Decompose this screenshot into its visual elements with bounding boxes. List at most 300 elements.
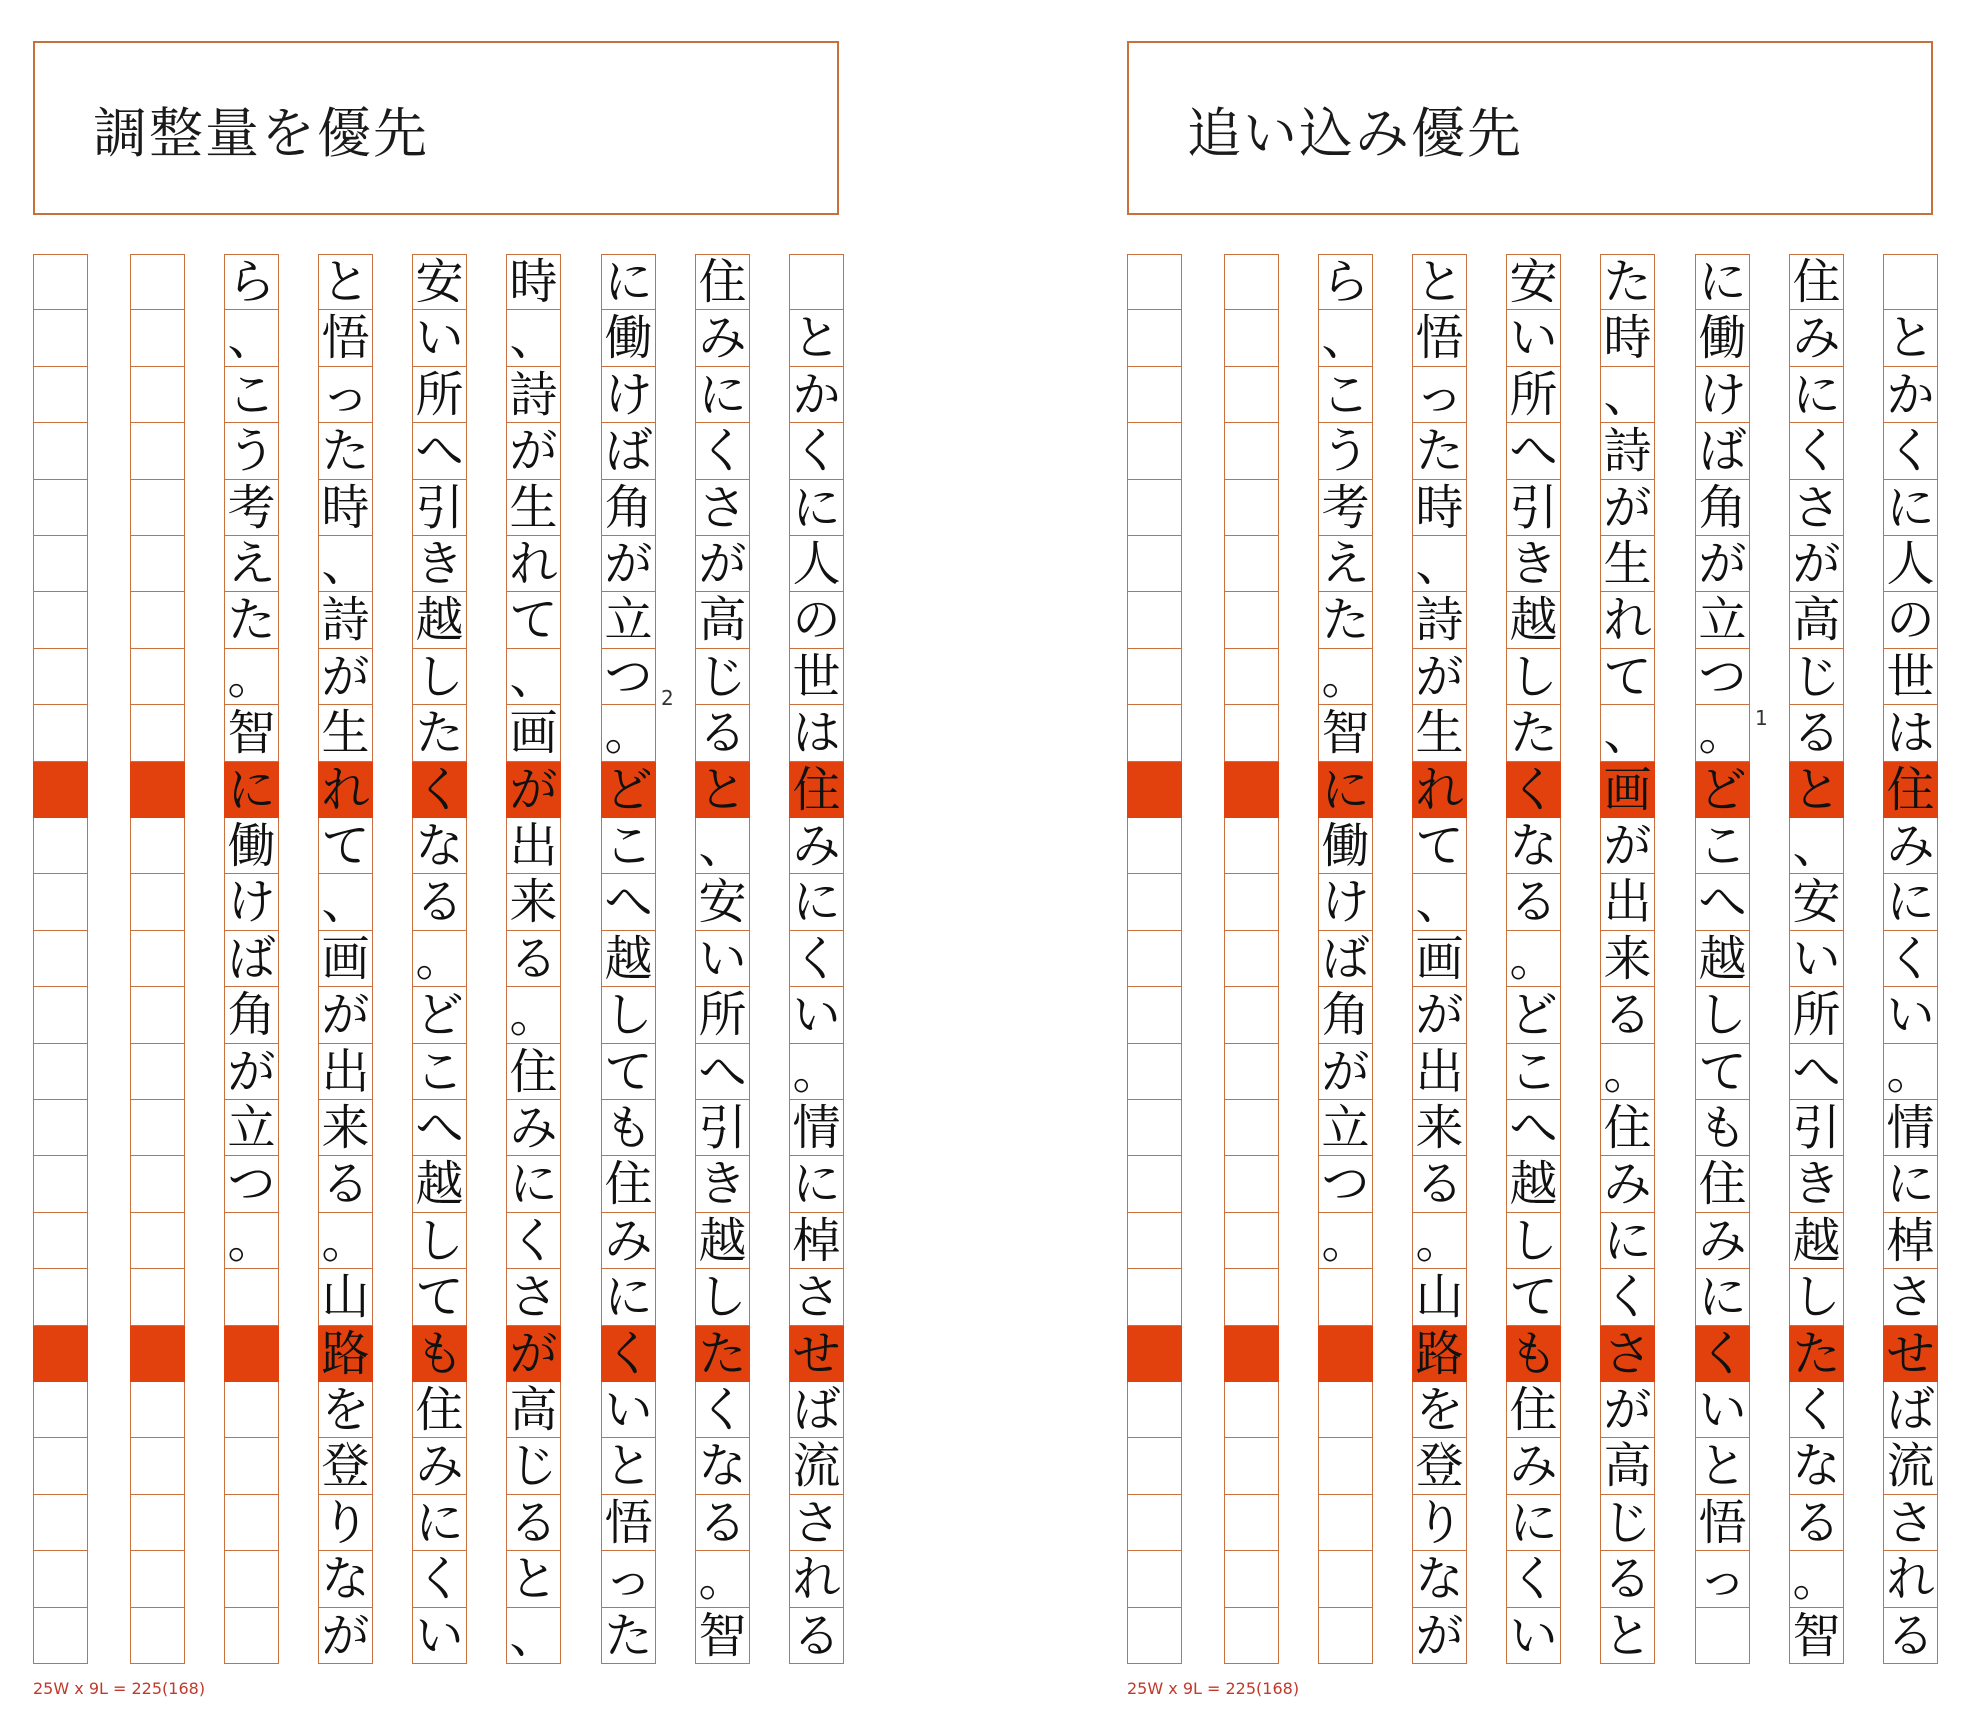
glyph: を: [321, 1382, 370, 1438]
panel-adjustment-priority: [33, 0, 843, 1736]
glyph: 路: [321, 1325, 370, 1382]
glyph: 安: [1792, 874, 1841, 931]
glyph: い: [792, 987, 841, 1044]
grid-cell: [33, 874, 88, 930]
glyph: る: [792, 1607, 841, 1664]
grid-cell: [1127, 818, 1182, 874]
glyph: く: [792, 423, 841, 480]
glyph: 働: [1698, 310, 1747, 367]
glyph: し: [1792, 1269, 1841, 1326]
glyph: こ: [604, 818, 653, 874]
glyph: が: [509, 423, 558, 480]
glyph: に: [1886, 1156, 1935, 1213]
glyph: こ: [1321, 366, 1370, 423]
glyph: 。: [1886, 1043, 1935, 1100]
glyph: れ: [792, 1551, 841, 1608]
glyph: て: [509, 592, 558, 649]
grid-cell: [1127, 367, 1182, 423]
glyph: 住: [1509, 1382, 1558, 1438]
glyph: る: [415, 874, 464, 931]
glyph: こ: [1698, 818, 1747, 874]
grid-cell: [130, 536, 185, 592]
glyph: い: [1509, 1607, 1558, 1664]
glyph: ば: [1698, 423, 1747, 480]
glyph: に: [227, 761, 276, 818]
grid-cell: [1127, 536, 1182, 592]
glyph: に: [1792, 366, 1841, 423]
glyph: つ: [227, 1156, 276, 1213]
glyph: い: [415, 1607, 464, 1664]
glyph: 。: [227, 648, 276, 705]
glyph: ど: [415, 987, 464, 1044]
glyph: り: [321, 1494, 370, 1551]
glyph: 働: [604, 310, 653, 367]
glyph: く: [1886, 930, 1935, 987]
glyph: か: [1886, 366, 1935, 423]
glyph: 画: [1415, 930, 1464, 987]
grid-cell: [130, 423, 185, 479]
glyph: 生: [509, 479, 558, 536]
glyph: る: [1792, 705, 1841, 762]
glyph: 詩: [509, 366, 558, 423]
glyph: が: [1415, 648, 1464, 705]
glyph: 、: [1415, 874, 1464, 931]
glyph: み: [1886, 818, 1935, 874]
glyph: 安: [415, 254, 464, 310]
glyph: と: [1698, 1438, 1747, 1495]
glyph: 住: [792, 761, 841, 818]
title-box: [1127, 41, 1933, 215]
glyph: 、: [1603, 366, 1652, 423]
glyph: 。: [227, 1212, 276, 1269]
glyph: 高: [1603, 1438, 1652, 1495]
glyph: み: [1792, 310, 1841, 367]
glyph: 、: [321, 874, 370, 931]
glyph: え: [227, 536, 276, 592]
glyph: も: [1698, 1100, 1747, 1156]
glyph: 。: [1321, 648, 1370, 705]
glyph: き: [698, 1156, 747, 1213]
glyph: し: [1509, 648, 1558, 705]
glyph: 悟: [1698, 1494, 1747, 1551]
glyph: 悟: [1415, 310, 1464, 367]
glyph: の: [1886, 592, 1935, 649]
glyph: へ: [1698, 874, 1747, 931]
grid-cell: [130, 1495, 185, 1551]
glyph: 世: [1886, 648, 1935, 705]
grid-cell: [1224, 592, 1279, 648]
glyph: る: [1415, 1156, 1464, 1213]
grid-cell: [1224, 1551, 1279, 1607]
glyph: に: [604, 254, 653, 310]
glyph: く: [1603, 1269, 1652, 1326]
glyph: 詩: [1603, 423, 1652, 480]
grid-cell: [33, 367, 88, 423]
grid-cell: [1318, 1495, 1373, 1551]
glyph: 時: [1603, 310, 1652, 367]
glyph: 引: [415, 479, 464, 536]
glyph: ば: [604, 423, 653, 480]
grid-cell: [224, 1551, 279, 1607]
grid-cell: [1224, 1044, 1279, 1100]
glyph: 、: [509, 648, 558, 705]
glyph: い: [698, 930, 747, 987]
grid-cell: [33, 1495, 88, 1551]
glyph: が: [1415, 987, 1464, 1044]
grid-cell: [224, 1438, 279, 1494]
grid-cell: [1224, 536, 1279, 592]
glyph: 所: [415, 366, 464, 423]
glyph: 住: [1886, 761, 1935, 818]
glyph: 流: [792, 1438, 841, 1495]
glyph: っ: [604, 1551, 653, 1608]
glyph: 越: [1698, 930, 1747, 987]
grid-cell: [1224, 1608, 1279, 1664]
glyph: 悟: [604, 1494, 653, 1551]
glyph: な: [415, 818, 464, 874]
glyph: が: [1415, 1607, 1464, 1664]
glyph: 生: [1603, 536, 1652, 592]
glyph: 。: [1321, 1212, 1370, 1269]
glyph: た: [604, 1607, 653, 1664]
grid-caption: 25W x 9L = 225(168): [1127, 1679, 1300, 1698]
grid-cell: [33, 1156, 88, 1212]
glyph: 流: [1886, 1438, 1935, 1495]
glyph: 出: [1603, 874, 1652, 931]
glyph: る: [509, 930, 558, 987]
glyph: さ: [1603, 1325, 1652, 1382]
grid-cell: [33, 1438, 88, 1494]
grid-cell: [1127, 480, 1182, 536]
glyph: 世: [792, 648, 841, 705]
glyph: を: [1415, 1382, 1464, 1438]
glyph: 来: [509, 874, 558, 931]
glyph: さ: [1886, 1269, 1935, 1326]
grid-cell: [33, 310, 88, 366]
glyph: 高: [698, 592, 747, 649]
glyph: 、: [698, 818, 747, 874]
glyph: 高: [1792, 592, 1841, 649]
grid-cell: [130, 987, 185, 1043]
grid-cell: [224, 1269, 279, 1325]
glyph: が: [698, 536, 747, 592]
glyph: じ: [1603, 1494, 1652, 1551]
glyph: い: [604, 1382, 653, 1438]
glyph: 画: [1603, 761, 1652, 818]
glyph: 立: [1698, 592, 1747, 649]
highlight-cell: [130, 762, 185, 818]
glyph: 、: [321, 536, 370, 592]
glyph: と: [509, 1551, 558, 1608]
glyph: 。: [1415, 1212, 1464, 1269]
glyph: て: [1415, 818, 1464, 874]
grid-cell: [224, 1382, 279, 1438]
glyph: く: [415, 1551, 464, 1608]
grid-cell: [224, 1608, 279, 1664]
glyph: に: [1886, 479, 1935, 536]
grid-cell: [1224, 1438, 1279, 1494]
glyph: く: [1792, 1382, 1841, 1438]
grid-cell: [1883, 254, 1938, 310]
glyph: し: [1698, 987, 1747, 1044]
grid-cell: [130, 592, 185, 648]
glyph: る: [1792, 1494, 1841, 1551]
glyph: て: [1603, 648, 1652, 705]
grid-cell: [1224, 367, 1279, 423]
glyph: み: [1698, 1212, 1747, 1269]
glyph: 越: [1792, 1212, 1841, 1269]
glyph: る: [1603, 1551, 1652, 1608]
glyph: 角: [1698, 479, 1747, 536]
glyph: 出: [509, 818, 558, 874]
glyph: る: [1886, 1607, 1935, 1664]
glyph: と: [1603, 1607, 1652, 1664]
glyph: っ: [321, 366, 370, 423]
glyph: ら: [1321, 254, 1370, 310]
glyph: 来: [1415, 1100, 1464, 1156]
grid-cell: [1127, 254, 1182, 310]
grid-cell: [1318, 1269, 1373, 1325]
glyph: さ: [698, 479, 747, 536]
grid-cell: [33, 592, 88, 648]
glyph: し: [415, 1212, 464, 1269]
glyph: と: [792, 310, 841, 367]
glyph: る: [698, 1494, 747, 1551]
glyph: 住: [604, 1156, 653, 1213]
glyph: せ: [1886, 1325, 1935, 1382]
glyph: と: [1886, 310, 1935, 367]
panel-pushin-priority: [1127, 0, 1937, 1736]
glyph: れ: [1886, 1551, 1935, 1608]
glyph: 越: [415, 1156, 464, 1213]
glyph: 立: [604, 592, 653, 649]
panel-title: 調整量を優先: [93, 102, 429, 165]
grid-cell: [1224, 1495, 1279, 1551]
grid-cell: [1695, 1608, 1750, 1664]
glyph: て: [415, 1269, 464, 1326]
glyph: け: [604, 366, 653, 423]
glyph: れ: [509, 536, 558, 592]
glyph: 、: [509, 1607, 558, 1664]
glyph: つ: [604, 648, 653, 705]
glyph: 、: [509, 310, 558, 367]
glyph: ら: [227, 254, 276, 310]
glyph: 来: [321, 1100, 370, 1156]
glyph: が: [604, 536, 653, 592]
grid-cell: [1127, 1438, 1182, 1494]
glyph: に: [604, 1269, 653, 1326]
grid-cell: [33, 423, 88, 479]
glyph: と: [1792, 761, 1841, 818]
glyph: れ: [1415, 761, 1464, 818]
glyph: み: [415, 1438, 464, 1495]
grid-cell: [1127, 1213, 1182, 1269]
glyph: っ: [1698, 1551, 1747, 1608]
grid-cell: [1224, 1269, 1279, 1325]
glyph: く: [1792, 423, 1841, 480]
glyph: 安: [1509, 254, 1558, 310]
glyph: た: [415, 705, 464, 762]
glyph: 時: [509, 254, 558, 310]
grid-cell: [130, 931, 185, 987]
grid-cell: [1127, 1382, 1182, 1438]
glyph: に: [1603, 1212, 1652, 1269]
glyph: し: [698, 1269, 747, 1326]
grid-cell: [33, 818, 88, 874]
glyph: 情: [1886, 1100, 1935, 1156]
glyph: 、: [227, 310, 276, 367]
glyph: て: [1698, 1043, 1747, 1100]
glyph: が: [1603, 818, 1652, 874]
glyph: く: [1509, 761, 1558, 818]
glyph: し: [415, 648, 464, 705]
grid-cell: [1127, 1044, 1182, 1100]
highlight-cell: [1224, 762, 1279, 818]
grid-cell: [1224, 1100, 1279, 1156]
glyph: が: [1792, 536, 1841, 592]
glyph: け: [227, 874, 276, 931]
glyph: た: [698, 1325, 747, 1382]
glyph: ば: [792, 1382, 841, 1438]
glyph: 立: [1321, 1100, 1370, 1156]
glyph: 画: [509, 705, 558, 762]
glyph: 、: [1603, 705, 1652, 762]
glyph: 。: [1698, 705, 1747, 762]
grid-cell: [33, 1608, 88, 1664]
glyph: な: [1509, 818, 1558, 874]
glyph: く: [1698, 1325, 1747, 1382]
grid-cell: [130, 705, 185, 761]
glyph: つ: [1321, 1156, 1370, 1213]
glyph: 。: [1792, 1551, 1841, 1608]
glyph: さ: [509, 1269, 558, 1326]
grid-caption: 25W x 9L = 225(168): [33, 1679, 206, 1698]
glyph: 越: [415, 592, 464, 649]
note-number: 1: [1755, 706, 1768, 730]
glyph: っ: [1415, 366, 1464, 423]
glyph: て: [1509, 1269, 1558, 1326]
grid-cell: [1224, 818, 1279, 874]
grid-cell: [1224, 1156, 1279, 1212]
glyph: が: [321, 648, 370, 705]
glyph: 、: [1792, 818, 1841, 874]
grid-cell: [130, 1608, 185, 1664]
glyph: た: [1603, 254, 1652, 310]
highlight-cell: [1127, 1326, 1182, 1382]
glyph: 働: [227, 818, 276, 874]
grid-cell: [1224, 649, 1279, 705]
glyph: と: [698, 761, 747, 818]
glyph: う: [1321, 423, 1370, 480]
glyph: は: [792, 705, 841, 762]
glyph: に: [792, 479, 841, 536]
grid-cell: [33, 1551, 88, 1607]
grid-cell: [1127, 1495, 1182, 1551]
glyph: 時: [321, 479, 370, 536]
grid-cell: [1318, 1382, 1373, 1438]
glyph: た: [227, 592, 276, 649]
grid-cell: [1224, 705, 1279, 761]
glyph: が: [1321, 1043, 1370, 1100]
grid-cell: [130, 367, 185, 423]
highlight-cell: [130, 1326, 185, 1382]
glyph: た: [1415, 423, 1464, 480]
glyph: る: [509, 1494, 558, 1551]
glyph: た: [1792, 1325, 1841, 1382]
grid-cell: [1318, 1551, 1373, 1607]
glyph: が: [509, 761, 558, 818]
glyph: 人: [1886, 536, 1935, 592]
glyph: が: [321, 987, 370, 1044]
grid-cell: [1127, 705, 1182, 761]
grid-cell: [130, 1551, 185, 1607]
glyph: へ: [604, 874, 653, 931]
glyph: 山: [1415, 1269, 1464, 1326]
glyph: く: [1886, 423, 1935, 480]
grid-cell: [1127, 874, 1182, 930]
glyph: 情: [792, 1100, 841, 1156]
glyph: な: [698, 1438, 747, 1495]
glyph: は: [1886, 705, 1935, 762]
glyph: し: [604, 987, 653, 1044]
grid-cell: [1127, 310, 1182, 366]
grid-cell: [1127, 931, 1182, 987]
glyph: え: [1321, 536, 1370, 592]
glyph: 所: [1792, 987, 1841, 1044]
glyph: れ: [1603, 592, 1652, 649]
glyph: た: [1509, 705, 1558, 762]
glyph: 出: [321, 1043, 370, 1100]
glyph: も: [1509, 1325, 1558, 1382]
glyph: た: [321, 423, 370, 480]
glyph: 智: [1792, 1607, 1841, 1664]
glyph: く: [698, 1382, 747, 1438]
glyph: さ: [792, 1269, 841, 1326]
glyph: み: [698, 310, 747, 367]
glyph: 越: [1509, 592, 1558, 649]
glyph: て: [604, 1043, 653, 1100]
glyph: に: [1509, 1494, 1558, 1551]
glyph: に: [1698, 1269, 1747, 1326]
glyph: 所: [1509, 366, 1558, 423]
glyph: に: [1886, 874, 1935, 931]
glyph: 智: [227, 705, 276, 762]
glyph: こ: [415, 1043, 464, 1100]
glyph: し: [1509, 1212, 1558, 1269]
glyph: 山: [321, 1269, 370, 1326]
grid-cell: [1224, 1213, 1279, 1269]
grid-cell: [130, 1269, 185, 1325]
glyph: が: [509, 1325, 558, 1382]
glyph: き: [1792, 1156, 1841, 1213]
glyph: へ: [415, 423, 464, 480]
highlight-cell: [33, 762, 88, 818]
glyph: に: [1321, 761, 1370, 818]
grid-cell: [33, 1044, 88, 1100]
glyph: 働: [1321, 818, 1370, 874]
glyph: み: [1509, 1438, 1558, 1495]
glyph: て: [321, 818, 370, 874]
glyph: 。: [604, 705, 653, 762]
grid-cell: [130, 254, 185, 310]
glyph: ど: [604, 761, 653, 818]
glyph: に: [792, 1156, 841, 1213]
glyph: さ: [1886, 1494, 1935, 1551]
glyph: く: [698, 423, 747, 480]
glyph: に: [698, 366, 747, 423]
glyph: 人: [792, 536, 841, 592]
grid-cell: [1224, 874, 1279, 930]
